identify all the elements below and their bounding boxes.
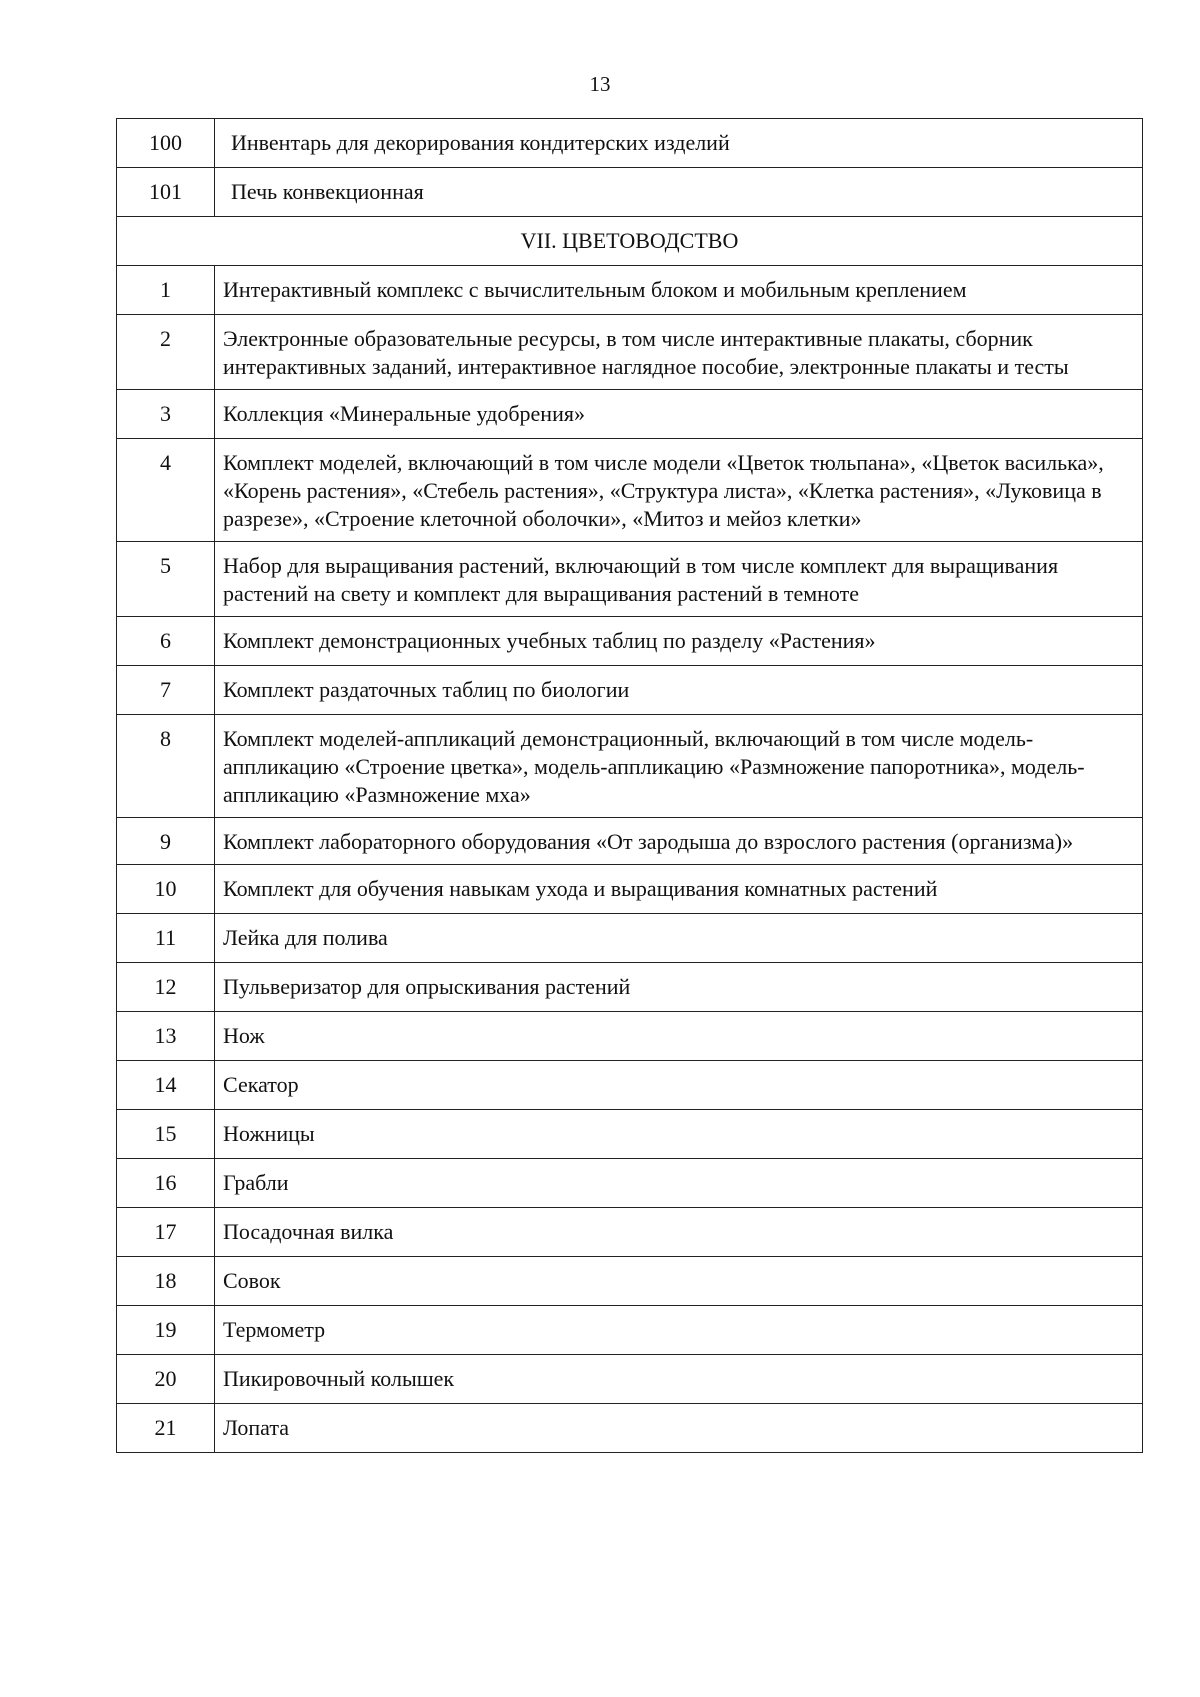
row-text: Лейка для полива (215, 914, 1143, 963)
row-number: 19 (117, 1306, 215, 1355)
row-number: 21 (117, 1404, 215, 1453)
table-row (117, 617, 1143, 666)
row-number: 11 (117, 914, 215, 963)
table-row (117, 963, 1143, 1012)
row-number: 5 (117, 542, 215, 617)
table-row (117, 1355, 1143, 1404)
row-number: 15 (117, 1110, 215, 1159)
section-row (117, 217, 1143, 266)
row-number: 6 (117, 617, 215, 666)
row-text: Набор для выращивания растений, включающий в том числе комплект для выращивания растений на свету и комплект для выращивания растений в темноте (215, 542, 1143, 617)
row-text: Пикировочный колышек (215, 1355, 1143, 1404)
table-row (117, 715, 1143, 818)
row-text: Секатор (215, 1061, 1143, 1110)
row-text: Совок (215, 1257, 1143, 1306)
row-number: 2 (117, 315, 215, 390)
table-row (117, 1012, 1143, 1061)
equipment-table (116, 118, 1143, 1453)
row-number: 3 (117, 390, 215, 439)
table-row (117, 914, 1143, 963)
row-number: 13 (117, 1012, 215, 1061)
table-row (117, 1061, 1143, 1110)
row-number: 1 (117, 266, 215, 315)
row-text: Ножницы (215, 1110, 1143, 1159)
row-number: 14 (117, 1061, 215, 1110)
row-number: 7 (117, 666, 215, 715)
row-text: Комплект лабораторного оборудования «От зародыша до взрослого растения (организма)» (215, 818, 1143, 865)
row-text: Комплект моделей, включающий в том числе модели «Цветок тюльпана», «Цветок василька», «Корень растения», «Стебель растения», «Структура листа», «Клетка растения», «Луковица в разрезе», «Строение клеточной оболочки», «Митоз и мейоз клетки» (215, 439, 1143, 542)
row-text: Нож (215, 1012, 1143, 1061)
row-text: Пульверизатор для опрыскивания растений (215, 963, 1143, 1012)
table-row (117, 390, 1143, 439)
row-number: 18 (117, 1257, 215, 1306)
table-row (117, 818, 1143, 865)
row-number: 8 (117, 715, 215, 818)
table-row (117, 1404, 1143, 1453)
page-number: 13 (589, 72, 611, 96)
row-number: 16 (117, 1159, 215, 1208)
row-number: 10 (117, 865, 215, 914)
row-number: 12 (117, 963, 215, 1012)
row-number: 4 (117, 439, 215, 542)
table-row (117, 266, 1143, 315)
row-text: Грабли (215, 1159, 1143, 1208)
table-row (117, 439, 1143, 542)
table-row (117, 1159, 1143, 1208)
table-row (117, 542, 1143, 617)
row-number: 20 (117, 1355, 215, 1404)
table-row (117, 168, 1143, 217)
row-number: 100 (117, 119, 215, 168)
table-row (117, 1306, 1143, 1355)
row-text: Интерактивный комплекс с вычислительным блоком и мобильным креплением (215, 266, 1143, 315)
row-number: 101 (117, 168, 215, 217)
row-text: Лопата (215, 1404, 1143, 1453)
row-number: 17 (117, 1208, 215, 1257)
row-number: 9 (117, 818, 215, 865)
table-row (117, 1208, 1143, 1257)
row-text: Термометр (215, 1306, 1143, 1355)
row-text: Комплект раздаточных таблиц по биологии (215, 666, 1143, 715)
table-row (117, 865, 1143, 914)
table-row (117, 666, 1143, 715)
table-row (117, 1257, 1143, 1306)
row-text: Электронные образовательные ресурсы, в том числе интерактивные плакаты, сборник интерактивных заданий, интерактивное наглядное пособие, электронные плакаты и тесты (215, 315, 1143, 390)
table-row (117, 119, 1143, 168)
row-text: Посадочная вилка (215, 1208, 1143, 1257)
row-text: Коллекция «Минеральные удобрения» (215, 390, 1143, 439)
section-title: VII. ЦВЕТОВОДСТВО (117, 217, 1143, 266)
row-text: Комплект демонстрационных учебных таблиц по разделу «Растения» (215, 617, 1143, 666)
table-row (117, 1110, 1143, 1159)
row-text: Комплект моделей-аппликаций демонстрационный, включающий в том числе модель-аппликацию «Строение цветка», модель-аппликацию «Размножение папоротника», модель-аппликацию «Размножение мха» (215, 715, 1143, 818)
row-text: Печь конвекционная (215, 168, 1143, 217)
row-text: Инвентарь для декорирования кондитерских изделий (215, 119, 1143, 168)
table-row (117, 315, 1143, 390)
row-text: Комплект для обучения навыкам ухода и выращивания комнатных растений (215, 865, 1143, 914)
